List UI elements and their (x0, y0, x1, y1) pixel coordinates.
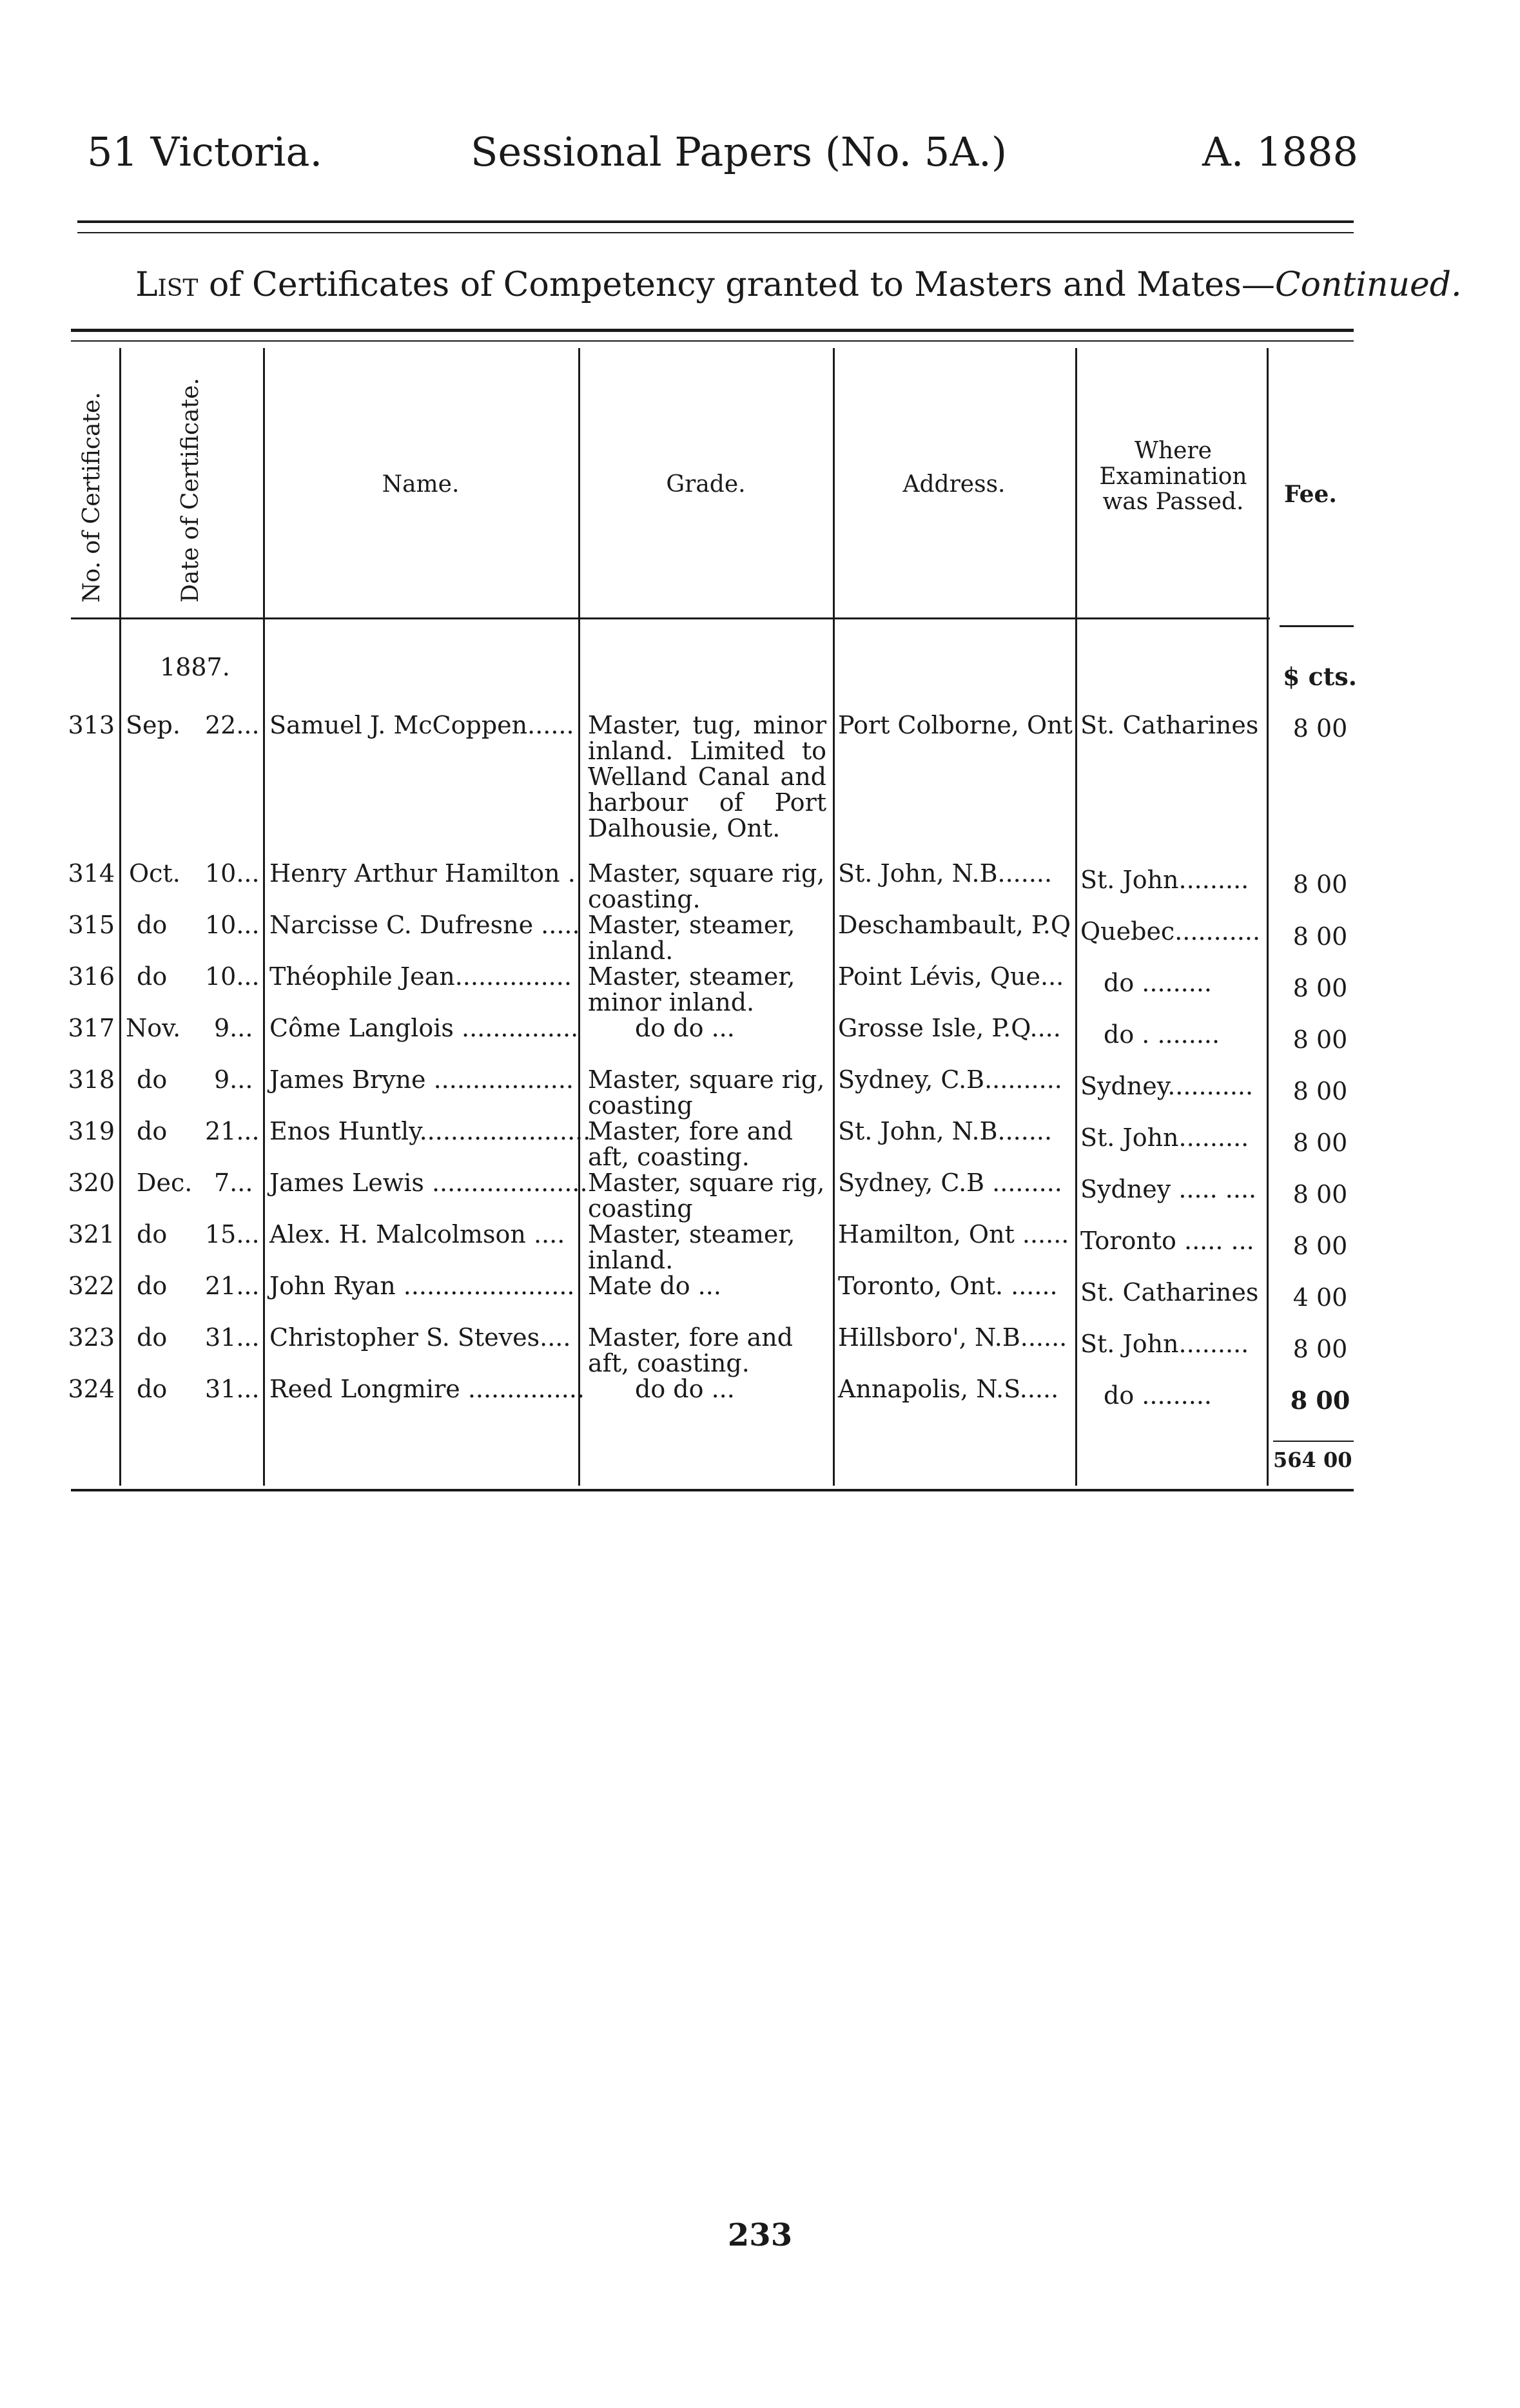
row-cert-no: 321 (68, 1220, 115, 1248)
row-fee: 8 00 (1292, 870, 1348, 898)
row-where: do ......... (1104, 969, 1212, 997)
row-cert-no: 318 (68, 1065, 115, 1094)
row-grade: Master, fore and aft, coasting. (588, 1117, 794, 1171)
row-name: Côme Langlois ............... (269, 1014, 579, 1042)
row-grade: Master, square rig, coasting (588, 1065, 825, 1120)
row-fee: 8 00 (1292, 1129, 1348, 1157)
header-center: Sessional Papers (No. 5A.) (471, 128, 1008, 175)
row-name: Henry Arthur Hamilton . (269, 859, 576, 888)
currency-label: $ cts. (1283, 662, 1357, 691)
row-day: 9... (214, 1014, 253, 1042)
row-month: do (137, 1117, 168, 1145)
row-address: Deschambault, P.Q (838, 911, 1071, 939)
total-rule (1273, 1441, 1354, 1442)
row-fee: 8 00 (1292, 974, 1348, 1002)
col-head-name: Name. (382, 471, 460, 498)
row-name: Enos Huntly...................... (269, 1117, 591, 1145)
col-divider-1 (119, 348, 121, 1486)
row-fee: 8 00 (1292, 1232, 1348, 1260)
row-name: Narcisse C. Dufresne ..... (269, 911, 580, 939)
row-grade: Master, fore and aft, coasting. (588, 1323, 794, 1377)
row-grade: Master, steamer, inland. (588, 911, 795, 965)
row-day: 7... (214, 1169, 253, 1197)
row-address: St. John, N.B....... (838, 1117, 1053, 1145)
row-day: 10... (205, 962, 260, 991)
table-top-rule-thin (71, 340, 1354, 342)
row-where: Sydney ..... .... (1080, 1175, 1257, 1203)
row-fee: 8 00 (1292, 922, 1348, 951)
row-cert-no: 317 (68, 1014, 115, 1042)
row-name: Christopher S. Steves.... (269, 1323, 571, 1352)
caption-continued: Continued. (1274, 266, 1462, 304)
year-label: 1887. (160, 653, 230, 681)
row-grade: Master, square rig, coasting (588, 1169, 825, 1223)
row-day: 22... (205, 711, 260, 739)
fee-total: 564 00 (1273, 1448, 1352, 1472)
row-address: Grosse Isle, P.Q.... (838, 1014, 1061, 1042)
row-cert-no: 322 (68, 1272, 115, 1300)
row-cert-no: 316 (68, 962, 115, 991)
row-grade: Master, steamer, inland. (588, 1220, 795, 1274)
row-name: Samuel J. McCoppen...... (269, 711, 574, 739)
col-head-address: Address. (902, 471, 1006, 498)
row-address: Hamilton, Ont ...... (838, 1220, 1069, 1248)
table-caption (135, 266, 1462, 304)
row-where: do . ........ (1104, 1020, 1220, 1049)
row-month: do (137, 1220, 168, 1248)
col-divider-4 (833, 348, 835, 1486)
row-day: 21... (205, 1117, 260, 1145)
row-address: Port Colborne, Ont (838, 711, 1073, 739)
row-fee: 8 00 (1292, 1025, 1348, 1054)
row-name: John Ryan ...................... (269, 1272, 575, 1300)
col-divider-6 (1267, 348, 1269, 1486)
row-day: 15... (205, 1220, 260, 1248)
row-fee: 8 00 (1292, 714, 1348, 743)
row-where: Toronto ..... ... (1080, 1227, 1254, 1255)
row-cert-no: 313 (68, 711, 115, 739)
row-grade: do do ... (635, 1014, 735, 1042)
row-month: do (137, 1065, 168, 1094)
row-address: Annapolis, N.S..... (838, 1375, 1059, 1403)
col-head-grade: Grade. (666, 471, 746, 498)
row-day: 10... (205, 911, 260, 939)
row-grade: do do ... (635, 1375, 735, 1403)
row-cert-no: 319 (68, 1117, 115, 1145)
row-day: 21... (205, 1272, 260, 1300)
caption-lead: List (135, 266, 199, 304)
row-day: 10... (205, 859, 260, 888)
table-bottom-rule (71, 1489, 1354, 1491)
column-head-rule (71, 617, 1270, 619)
row-day: 31... (205, 1375, 260, 1403)
row-cert-no: 315 (68, 911, 115, 939)
table-top-rule (71, 329, 1354, 332)
row-month: Dec. (137, 1169, 193, 1197)
col-head-where: Where Examination was Passed. (1099, 438, 1247, 516)
row-where: St. John......... (1080, 866, 1249, 894)
caption-text: of Certificates of Competency granted to Masters and Mates— (198, 266, 1275, 304)
row-fee: 4 00 (1292, 1283, 1348, 1312)
col-divider-5 (1075, 348, 1077, 1486)
row-fee: 8 00 (1290, 1386, 1350, 1415)
row-fee: 8 00 (1292, 1077, 1348, 1105)
row-address: Sydney, C.B.......... (838, 1065, 1062, 1094)
header-left: 51 Victoria. (87, 128, 323, 175)
row-where: do ......... (1104, 1381, 1212, 1410)
row-day: 31... (205, 1323, 260, 1352)
header-rule-bottom (77, 232, 1354, 233)
row-fee: 8 00 (1292, 1180, 1348, 1209)
row-address: Point Lévis, Que... (838, 962, 1064, 991)
row-cert-no: 324 (68, 1375, 115, 1403)
row-address: Sydney, C.B ......... (838, 1169, 1062, 1197)
row-day: 9... (214, 1065, 253, 1094)
row-cert-no: 323 (68, 1323, 115, 1352)
row-address: Hillsboro', N.B...... (838, 1323, 1067, 1352)
row-grade: Master, square rig, coasting. (588, 859, 825, 913)
row-fee: 8 00 (1292, 1335, 1348, 1363)
row-month: do (137, 1272, 168, 1300)
row-where: Sydney........... (1080, 1072, 1254, 1100)
row-name: Alex. H. Malcolmson .... (269, 1220, 565, 1248)
col-divider-2 (263, 348, 265, 1486)
fee-head-rule (1280, 625, 1354, 627)
row-name: Théophile Jean............... (269, 962, 572, 991)
row-month: do (137, 962, 168, 991)
row-address: Toronto, Ont. ...... (838, 1272, 1058, 1300)
row-where: St. John......... (1080, 1123, 1249, 1152)
page-number: 233 (727, 2217, 793, 2253)
col-head-date: Date of Certificate. (177, 378, 204, 603)
col-head-no: No. of Certificate. (79, 392, 105, 603)
row-grade: Mate do ... (588, 1272, 721, 1300)
row-month: do (137, 1323, 168, 1352)
row-month: do (137, 911, 168, 939)
header-right: A. 1888 (1202, 128, 1358, 175)
row-month: Oct. (129, 859, 180, 888)
col-head-fee: Fee. (1284, 481, 1337, 508)
row-name: James Lewis .................... (269, 1169, 588, 1197)
header-rule-top (77, 220, 1354, 223)
row-where: Quebec........... (1080, 917, 1261, 946)
row-month: Sep. (126, 711, 180, 739)
row-month: Nov. (126, 1014, 181, 1042)
row-where: St. John......... (1080, 1330, 1249, 1358)
row-name: Reed Longmire ............... (269, 1375, 585, 1403)
row-month: do (137, 1375, 168, 1403)
row-address: St. John, N.B....... (838, 859, 1053, 888)
row-where: St. Catharines (1080, 711, 1259, 739)
row-cert-no: 320 (68, 1169, 115, 1197)
row-grade: Master, tug, minor inland. Limited to Welland Canal and harbour of Port Dalhousie, Ont. (588, 711, 826, 842)
row-cert-no: 314 (68, 859, 115, 888)
row-name: James Bryne .................. (269, 1065, 574, 1094)
row-where: St. Catharines (1080, 1278, 1259, 1306)
row-grade: Master, steamer, minor inland. (588, 962, 795, 1016)
